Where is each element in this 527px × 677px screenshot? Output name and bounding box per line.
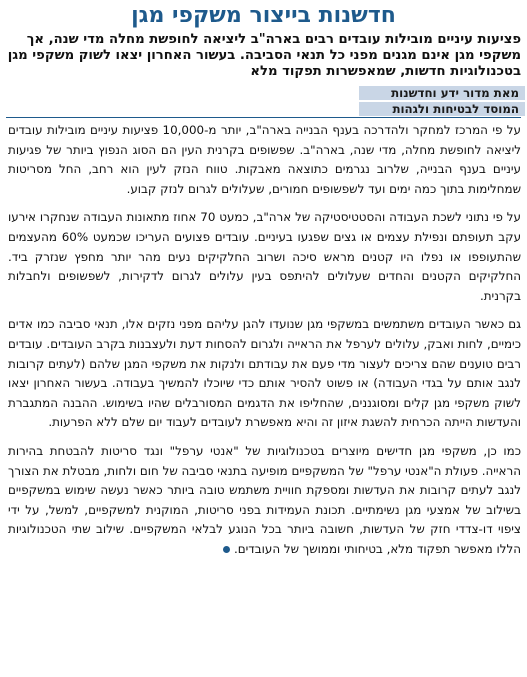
- source-author: מאת מדור ידע וחדשנות: [359, 86, 525, 100]
- body-paragraph-text: כמו כן, משקפי מגן חדישים מיוצרים בטכנולוגיות של "אנטי ערפל" ונגד סריטות להבטחת בהירות הראייה. פעולת ה"אנטי ערפל" של המשקפיים מופיעה בתנאי סביבה של חום ולחות, מבטלת את הצורך לנגב לעתים קרובות את העדשות ומספקת חוויית משתמש טובה ביותר כאשר נעשה שימוש במשקפיים בשילוב של אמצעי מגן נשימתיים. תכונת העמידות בפני סריטות, המוקנית למשקפיים, למשל, על ידי ציפוי דו-צדדי חזק של העדשות, חשובה ביותר בכל הנוגע לבלאי המשקפיים. שילוב שתי הטכנולוגיות הללו מאפשר תפקוד מלא, בטיחותי וממושך של העובדים.: [8, 443, 521, 556]
- divider: [6, 117, 521, 118]
- body-paragraph: גם כאשר העובדים משתמשים במשקפי מגן שנועדו להגן עליהם מפני נזקים אלו, תנאי סביבה כמו אדים כימיים, לחות ואבק, עלולים לערפל את הראייה ולגרום להסחות דעת ולעצבנות בקרב העובדים. עובדים רבים טוענים שהם צריכים לעצור מדי פעם את עבודתם ולנקות את משקפי המגן שלהם (לעתים קרובות לנגב אותם על בגדי העבודה) או פשוט להסיר אותם כדי שיוכלו להמשיך בעבודה. בעשור האחרון יצאו לשוק משקפי מגן קלים ומסוגננים, שהחליפו את הדגמים המסורבלים שהיו בשימוש. ההבנה המתגברת והעדשות הייתה הכרחית להשגת איזון זה והיא מאפשרת לעובדים לעבוד יום שלם ללא הפרעות.: [8, 317, 521, 430]
- source-organization: המוסד לבטיחות ולגהות: [359, 102, 525, 116]
- body-paragraph: [8, 442, 521, 560]
- body-paragraph: על פי המרכז למחקר ולהדרכה בענף הבנייה בארה"ב, יותר מ-10,000 פציעות עיניים מובילות עובדים ליציאה לחופשת מחלה, מדי שנה, בארה"ב. שפשופים בקרנית העין הם הסוג הנפוץ ביותר של פגיעות עיניים בענף הבנייה, שלרוב נגרמים כתוצאה מאבקות. טווח הנזק לעין הוא רחב, החל מסריטות שמחלימות בתוך כמה ימים ועד לשפשופים חמורים, שעלולים לגרום לנזק קבוע.: [8, 123, 521, 196]
- article-body: [8, 121, 521, 568]
- article-headline: חדשנות בייצור משקפי מגן: [131, 3, 396, 28]
- source-box: [359, 86, 525, 118]
- body-paragraph: על פי נתוני לשכת העבודה והסטטיסטיקה של ארה"ב, כמעט 70 אחוז מתאונות העבודה שנחקרו אירעו עקב תעופתם ונפילת עצמים או גצים שפגעו בעיניים. עובדים פצועים העריכו שכמעט 60% מהעצמים שהתעופפו או נפלו היו קטנים מראש סיכה ושרוב החלקיקים נעים מהר יותר מחפץ שנזרק ביד. החלקיקים הקטנים והחדים שעלולים להיתפס בעין עלולים לגרום לדקירות, לשפשופים ולחבלות בקרנית.: [8, 210, 522, 303]
- end-mark-bullet-icon: [223, 546, 230, 553]
- article-lead: פציעות עיניים מובילות עובדים רבים בארה"ב ליציאה לחופשת מחלה מדי שנה, אך משקפי מגן אינם מגנים מפני כל תנאי הסביבה. בעשור האחרון יצאו לשוק משקפי מגן בטכנולוגיות חדשות, שמאפשרות תפקוד מלא: [7, 32, 521, 79]
